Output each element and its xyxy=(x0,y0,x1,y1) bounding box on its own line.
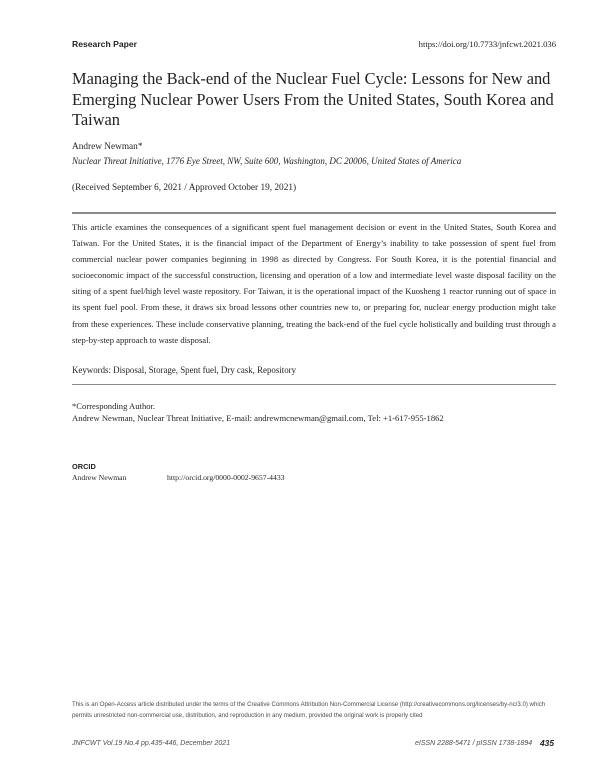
license-notice: This is an Open-Access article distributed under the terms of the Creative Commons Attribution Non-Commercial License (http://creativecommons.org/licenses/by-nc/3.0) which permits unrestricted non-commercial use, distribution, and reproduction in any medium, provided the original work is properly cited xyxy=(72,701,546,719)
corresponding-author-label: *Corresponding Author. xyxy=(72,401,156,411)
received-dates: (Received September 6, 2021 / Approved October 19, 2021) xyxy=(72,183,297,193)
orcid-label: ORCID xyxy=(72,462,96,471)
orcid-author-name: Andrew Newman xyxy=(72,473,127,482)
orcid-link[interactable]: http://orcid.org/0000-0002-9657-4433 xyxy=(167,473,285,482)
corresponding-author-contact: Andrew Newman, Nuclear Threat Initiative, E-mail: andrewmcnewman@gmail.com, Tel: +1-617-955-1862 xyxy=(72,413,444,423)
author-name: Andrew Newman* xyxy=(72,142,143,152)
paper-title: Managing the Back-end of the Nuclear Fuel Cycle: Lessons for New and Emerging Nuclear Power Users From the United States, South Korea and Taiwan xyxy=(72,69,554,130)
article-type-label: Research Paper xyxy=(72,39,137,49)
abstract-top-rule xyxy=(72,212,556,214)
journal-citation: JNFCWT Vol.19 No.4 pp.435-446, December 2021 xyxy=(72,740,231,747)
keywords: Keywords: Disposal, Storage, Spent fuel, Dry cask, Repository xyxy=(72,365,297,375)
abstract-bottom-rule xyxy=(72,384,556,385)
abstract-text: This article examines the consequences of a significant spent fuel management decision or event in the United States, South Korea and Taiwan. For the United States, it is the financial impact of the Department of Energy’s inability to take possession of spent fuel from commercial nuclear power companies beginning in 1998 as directed by Congress. For South Korea, it is the potential financial and socioeconomic impact of the successful construction, licensing and operation of a low and intermediate level waste disposal facility on the siting of a spent fuel/high level waste repository. For Taiwan, it is the operational impact of the Kuosheng 1 reactor running out of space in its spent fuel pool. From these, it draws six broad lessons other countries new to, or preparing for, nuclear energy production might take from these experiences. These include conservative planning, treating the back-end of the fuel cycle holistically and building trust through a step-by-step approach to waste disposal. xyxy=(72,222,556,345)
doi-link[interactable]: https://doi.org/10.7733/jnfcwt.2021.036 xyxy=(418,39,556,49)
author-affiliation: Nuclear Threat Initiative, 1776 Eye Street, NW, Suite 600, Washington, DC 20006, United States of America xyxy=(72,156,462,166)
page-number: 435 xyxy=(540,738,554,748)
issn-info: eISSN 2288-5471 / pISSN 1738-1894 xyxy=(415,740,533,747)
